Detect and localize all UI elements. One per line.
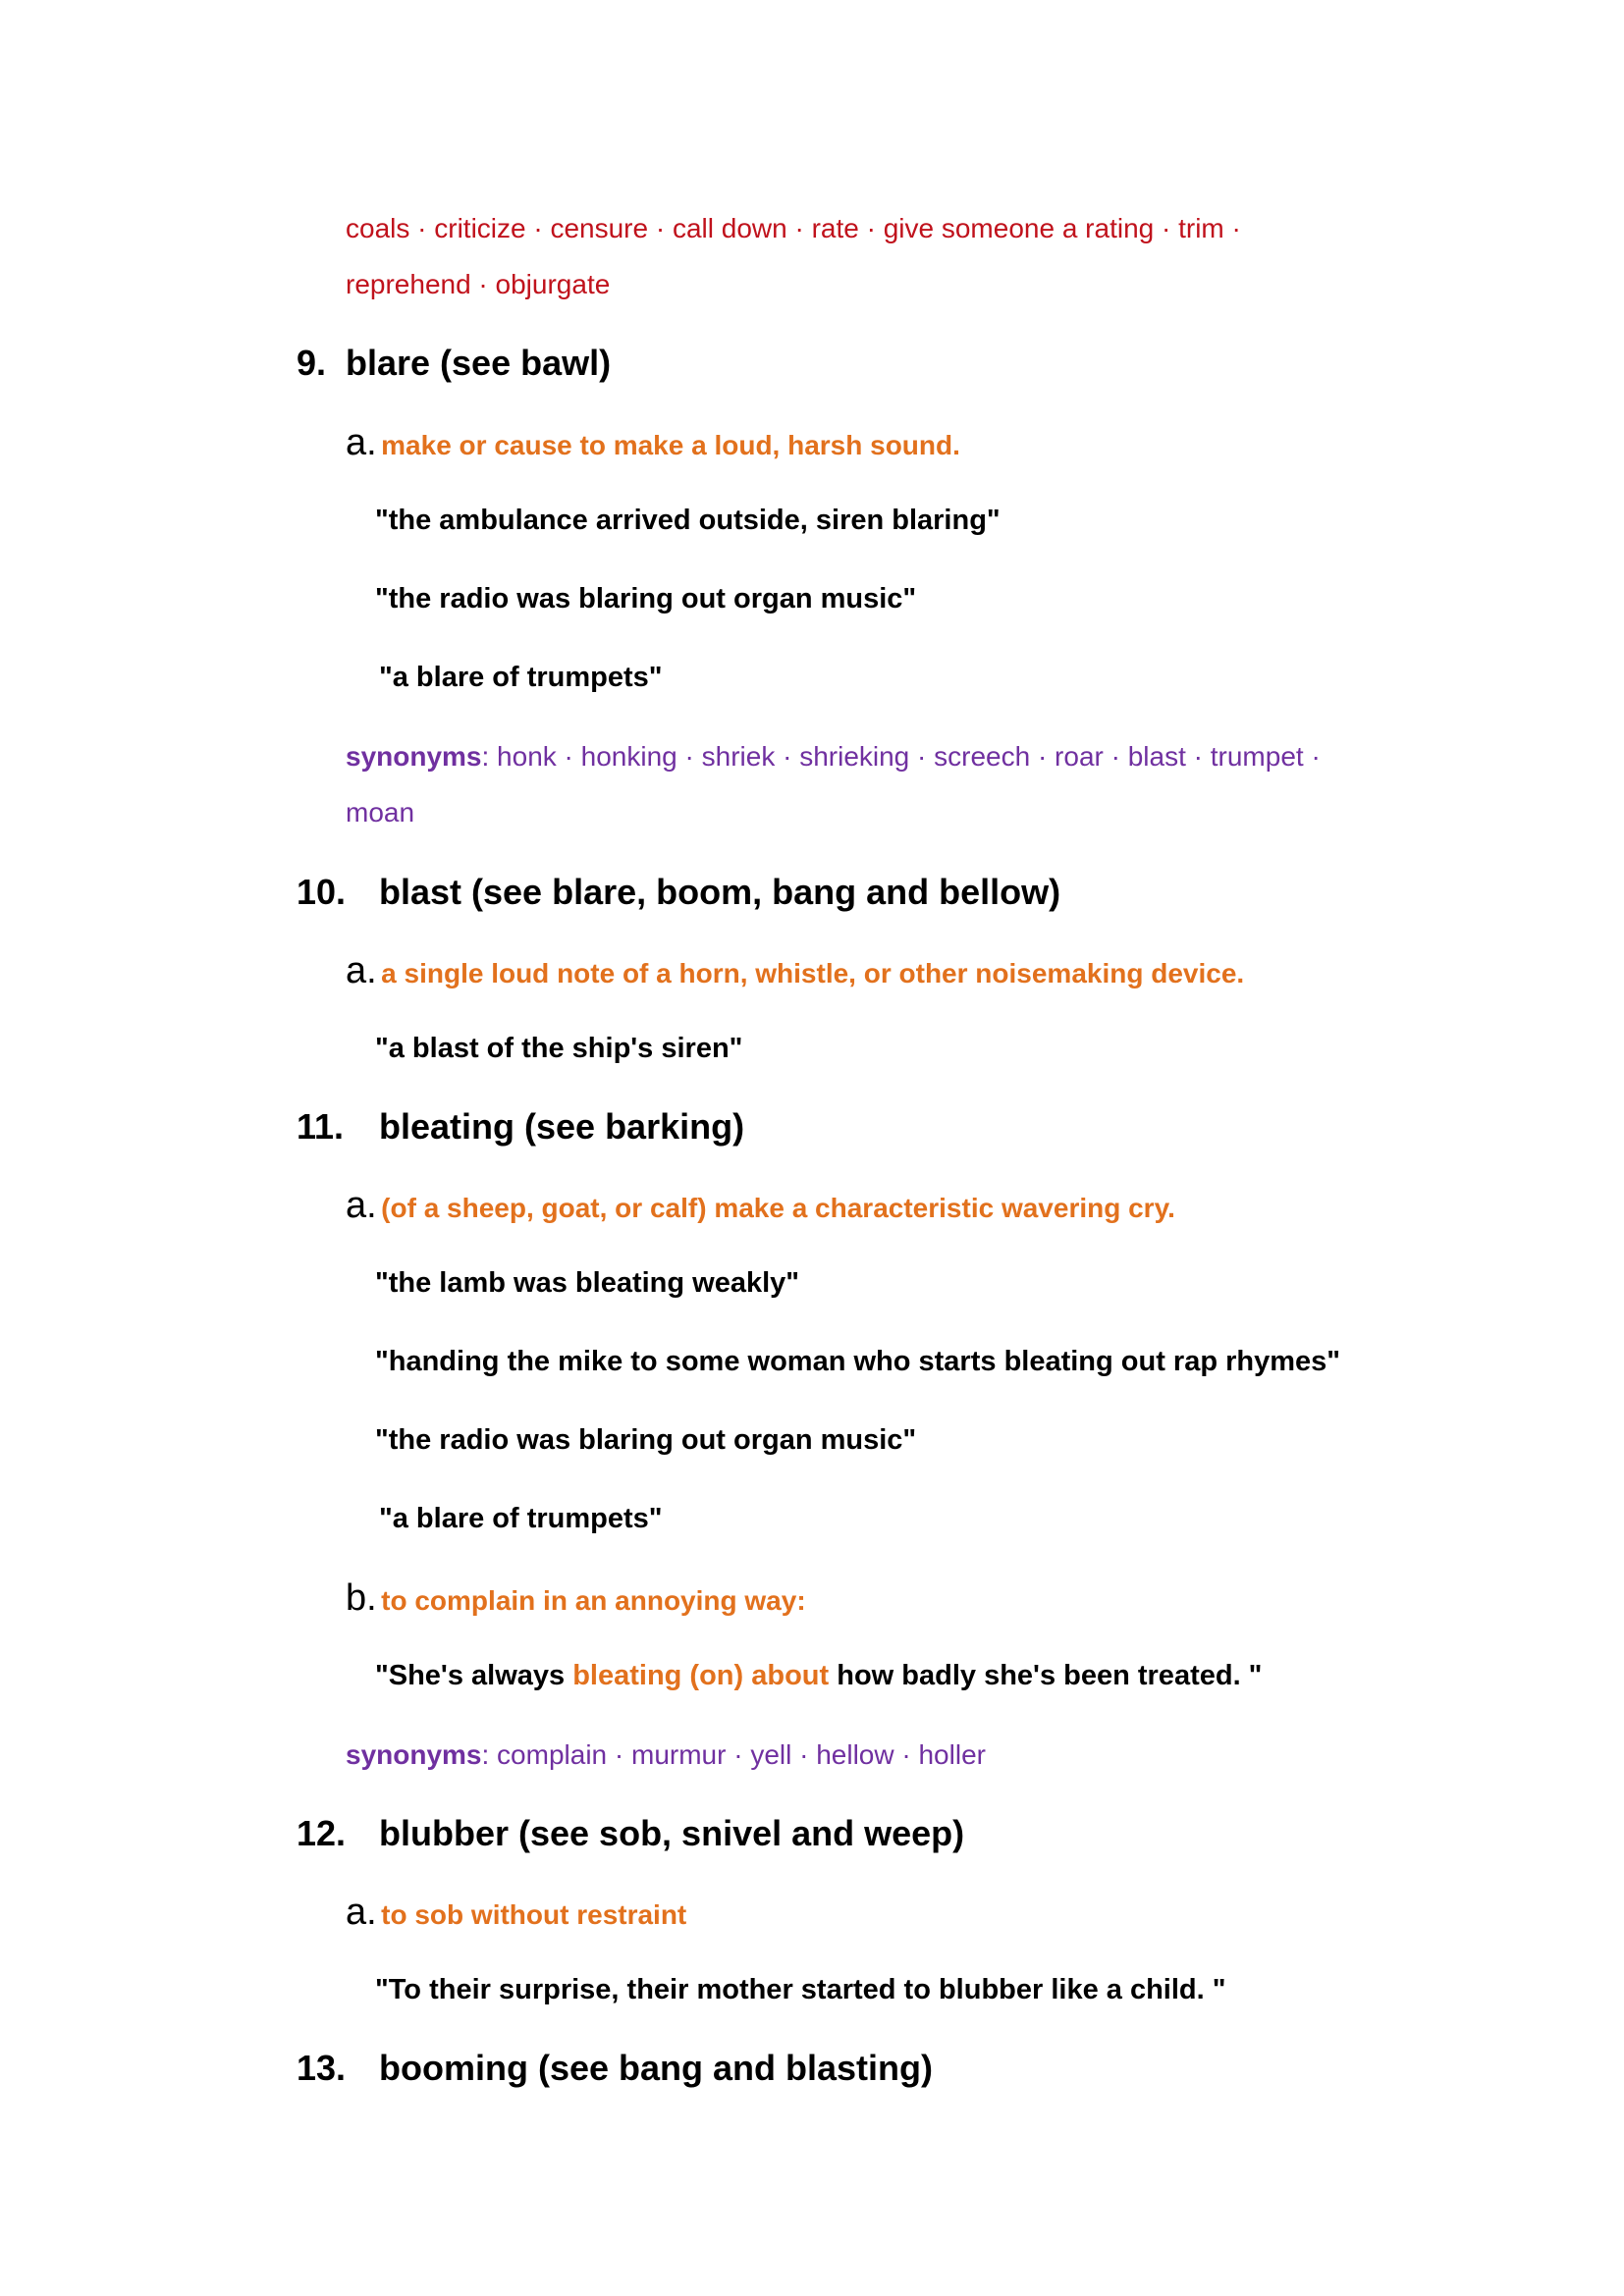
sense-definition: make or cause to make a loud, harsh sound. — [381, 430, 960, 460]
sense-definition: to complain in an annoying way: — [381, 1585, 806, 1616]
entry-number: 11. — [297, 1106, 345, 1147]
entry-number: 10. — [297, 872, 347, 912]
example-sentence — [375, 1660, 1262, 1692]
sense-definition: to sob without restraint — [381, 1899, 687, 1930]
entry-11-heading — [297, 1106, 744, 1148]
synonyms-label: synonyms — [346, 1739, 482, 1770]
entry-number: 12. — [297, 1813, 347, 1853]
synonyms-line — [346, 741, 1321, 773]
example-sentence: "a blast of the ship's siren" — [375, 1033, 743, 1064]
entry-11-sense-a — [346, 1185, 1175, 1227]
example-sentence: "a blare of trumpets" — [379, 662, 663, 693]
entry-headword: bleating (see barking) — [379, 1106, 745, 1147]
entry-12-sense-a — [346, 1892, 686, 1934]
sense-letter: a. — [346, 1892, 377, 1933]
entry-11-sense-b — [346, 1577, 806, 1620]
entry-10-heading — [297, 872, 1060, 913]
synonyms-list: : honk · honking · shriek · shrieking · screech · roar · blast · trumpet · — [481, 741, 1321, 772]
example-sentence: "To their surprise, their mother started to blubber like a child. " — [375, 1974, 1226, 2005]
entry-headword: blast (see blare, boom, bang and bellow) — [379, 872, 1061, 912]
entry-13-heading — [297, 2048, 933, 2089]
sense-definition: a single loud note of a horn, whistle, or other noisemaking device. — [381, 958, 1245, 988]
example-sentence: "handing the mike to some woman who starts bleating out rap rhymes" — [375, 1346, 1341, 1377]
synonyms-list: : complain · murmur · yell · hellow · holler — [481, 1739, 986, 1770]
example-sentence: "the lamb was bleating weakly" — [375, 1267, 800, 1299]
synonyms-line — [346, 1739, 986, 1771]
entry-9-heading — [297, 343, 611, 384]
continuation-line-1: coals · criticize · censure · call down · rate · give someone a rating · trim · — [346, 213, 1241, 243]
example-sentence: "a blare of trumpets" — [379, 1503, 663, 1534]
example-sentence: "the radio was blaring out organ music" — [375, 1424, 917, 1456]
example-sentence: "the ambulance arrived outside, siren blaring" — [375, 505, 1001, 536]
entry-headword: blubber (see sob, snivel and weep) — [379, 1813, 965, 1853]
example-text: how badly she's been treated. " — [829, 1660, 1263, 1691]
entry-number: 13. — [297, 2048, 347, 2088]
example-highlight: bleating (on) about — [572, 1660, 830, 1691]
sense-letter: a. — [346, 1185, 377, 1226]
continuation-line-2: reprehend · objurgate — [346, 269, 611, 299]
example-text: "She's always — [375, 1660, 573, 1691]
entry-number: 9. — [297, 343, 327, 383]
sense-letter: b. — [346, 1577, 377, 1619]
sense-letter: a. — [346, 422, 377, 463]
sense-letter: a. — [346, 950, 377, 991]
entry-9-sense-a — [346, 422, 960, 464]
entry-10-sense-a — [346, 950, 1244, 992]
entry-12-heading — [297, 1813, 964, 1854]
example-sentence: "the radio was blaring out organ music" — [375, 583, 917, 614]
entry-headword: booming (see bang and blasting) — [379, 2048, 934, 2088]
synonyms-label: synonyms — [346, 741, 482, 772]
synonyms-line-2: moan — [346, 797, 415, 828]
sense-definition: (of a sheep, goat, or calf) make a characteristic wavering cry. — [381, 1193, 1175, 1223]
entry-headword: blare (see bawl) — [346, 343, 612, 383]
